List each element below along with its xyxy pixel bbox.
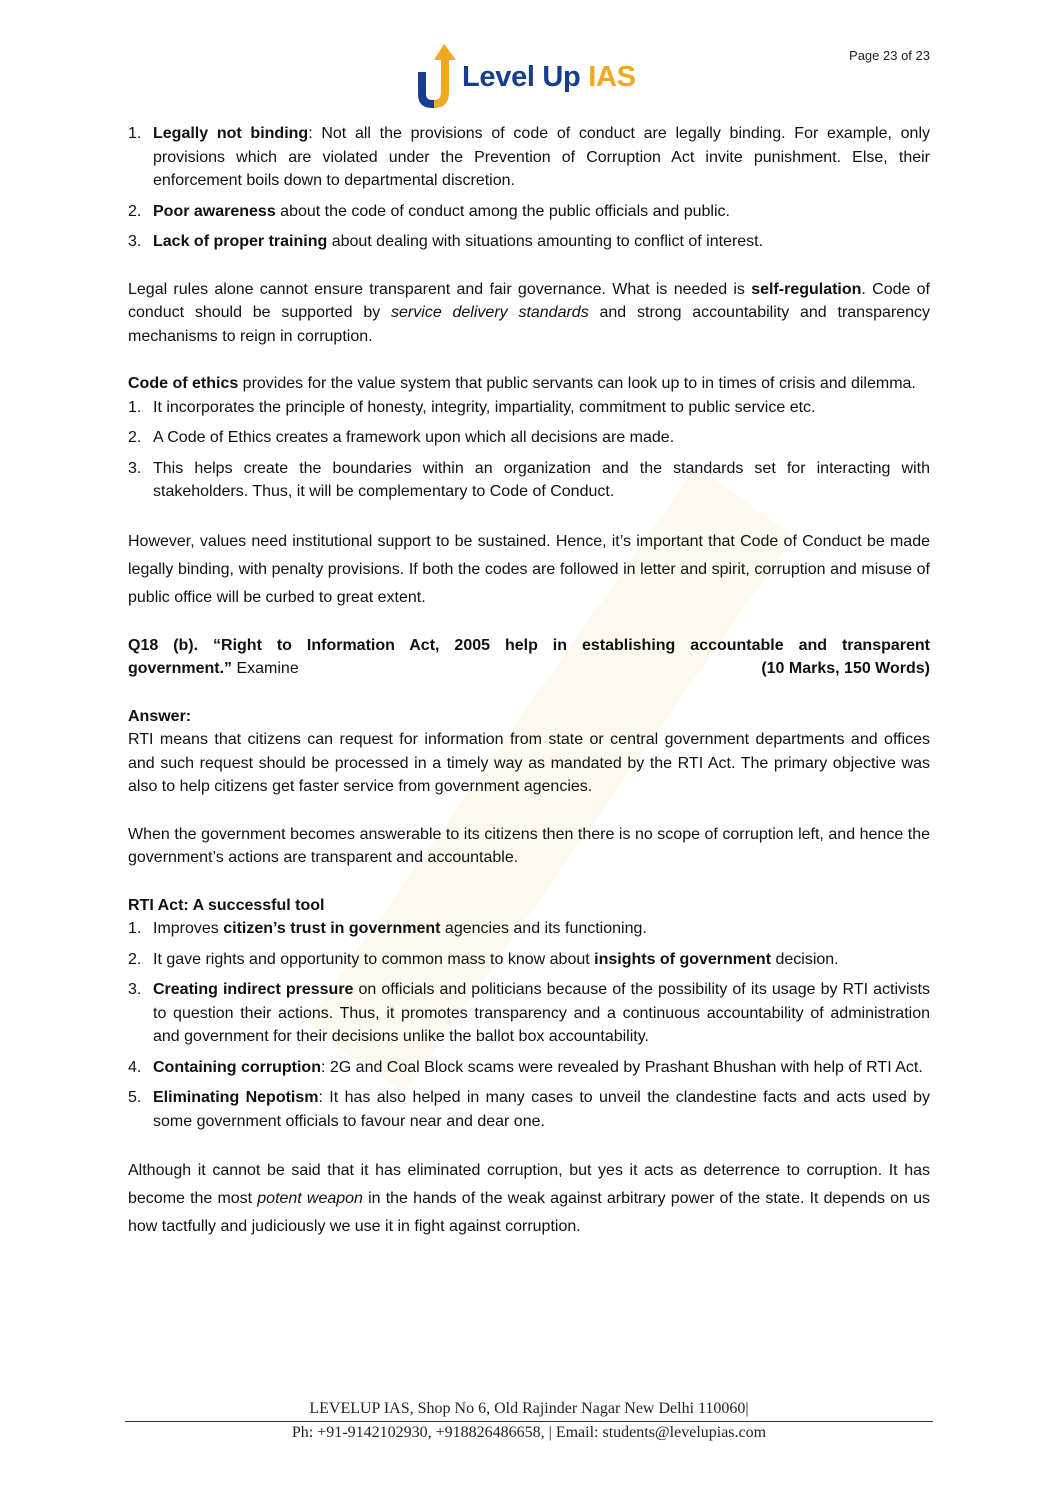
question-heading-line2: government.” Examine (10 Marks, 150 Words)	[128, 657, 930, 681]
list-item: 2. Poor awareness about the code of conduct among the public officials and public.	[128, 202, 730, 220]
question-marks: (10 Marks, 150 Words)	[761, 660, 930, 677]
paragraph-conclusion: Although it cannot be said that it has eliminated corruption, but yes it acts as deterrence to corruption. It has become the most potent weapon in the hands of the weak against arbitrary power of the state. It depends on us how tactfully and judiciously we use it in fight against corruption.	[128, 1162, 931, 1235]
page-footer	[125, 1400, 933, 1442]
footer-address: LEVELUP IAS, Shop No 6, Old Rajinder Nagar New Delhi 110060|	[309, 1400, 749, 1417]
paragraph-code-of-ethics: Code of ethics provides for the value system that public servants can look up to in times of crisis and dilemma.	[128, 375, 916, 392]
level-up-arrow-logo-icon	[414, 42, 458, 112]
list-item: 4. Containing corruption: 2G and Coal Block scams were revealed by Prashant Bhushan with help of RTI Act.	[128, 1058, 923, 1076]
page-number: Page 23 of 23	[849, 48, 930, 63]
logo-text-main: Level Up	[462, 60, 581, 93]
rti-section-heading: RTI Act: A successful tool	[128, 896, 325, 914]
list-item: 1. Improves citizen’s trust in government agencies and its functioning.	[128, 920, 647, 937]
answer-label: Answer:	[128, 707, 192, 725]
code-of-conduct-issues-list	[128, 122, 930, 254]
paragraph-institutional-support: However, values need institutional support to be sustained. Hence, it’s important that Code of Conduct be made legally binding, with penalty provisions. If both the codes are followed in letter and spirit, corruption and misuse of public office will be curbed to great extent.	[128, 532, 930, 606]
list-item: 1. Legally not binding: Not all the provisions of code of conduct are legally binding. For example, only provisions which are violated under the Prevention of Corruption Act invite punishment. Else, their enforcement boils down to departmental discretion.	[128, 125, 930, 189]
list-item: 2. It gave rights and opportunity to common mass to know about insights of government decision.	[128, 950, 839, 968]
list-item: 3. This helps create the boundaries within an organization and the standards set for interacting with stakeholders. Thus, it will be complementary to Code of Conduct.	[128, 459, 930, 500]
paragraph-self-regulation: Legal rules alone cannot ensure transparent and fair governance. What is needed is self-regulation. Code of conduct should be supported by service delivery standards and strong accountability and transparency mechanisms to reign in corruption.	[128, 280, 930, 345]
list-item: 1. It incorporates the principle of honesty, integrity, impartiality, commitment to public service etc.	[128, 398, 816, 416]
list-item: 2. A Code of Ethics creates a framework upon which all decisions are made.	[128, 429, 675, 446]
document-body	[128, 122, 930, 1241]
footer-contact: Ph: +91-9142102930, +918826486658, | Email: students@levelupias.com	[291, 1424, 767, 1441]
list-item: 5. Eliminating Nepotism: It has also helped in many cases to unveil the clandestine facts and acts used by some government officials to favour near and dear one.	[128, 1089, 930, 1130]
question-heading: Q18 (b). “Right to Information Act, 2005 help in establishing accountable and transparent	[128, 636, 930, 654]
rti-benefits-list	[128, 917, 930, 1133]
paragraph-answerable-government: When the government becomes answerable to its citizens then there is no scope of corruption left, and hence the government’s actions are transparent and accountable.	[128, 825, 930, 866]
paragraph-rti-meaning: RTI means that citizens can request for information from state or central government departments and offices and such request should be processed in a timely way as mandated by the RTI Act. The primary objective was also to help citizens get faster service from government agencies.	[128, 731, 930, 795]
code-of-ethics-list	[128, 396, 930, 504]
footer-divider	[125, 1421, 933, 1422]
logo-text-accent: IAS	[588, 60, 636, 93]
brand-logo	[414, 42, 636, 112]
list-item: 3. Lack of proper training about dealing with situations amounting to conflict of interest.	[128, 233, 764, 250]
list-item: 3. Creating indirect pressure on officials and politicians because of the possibility of its usage by RTI activists to question their actions. Thus, it promotes transparency and a continuous accountability of administration and government for their decisions unlike the ballot box accountability.	[128, 981, 930, 1045]
